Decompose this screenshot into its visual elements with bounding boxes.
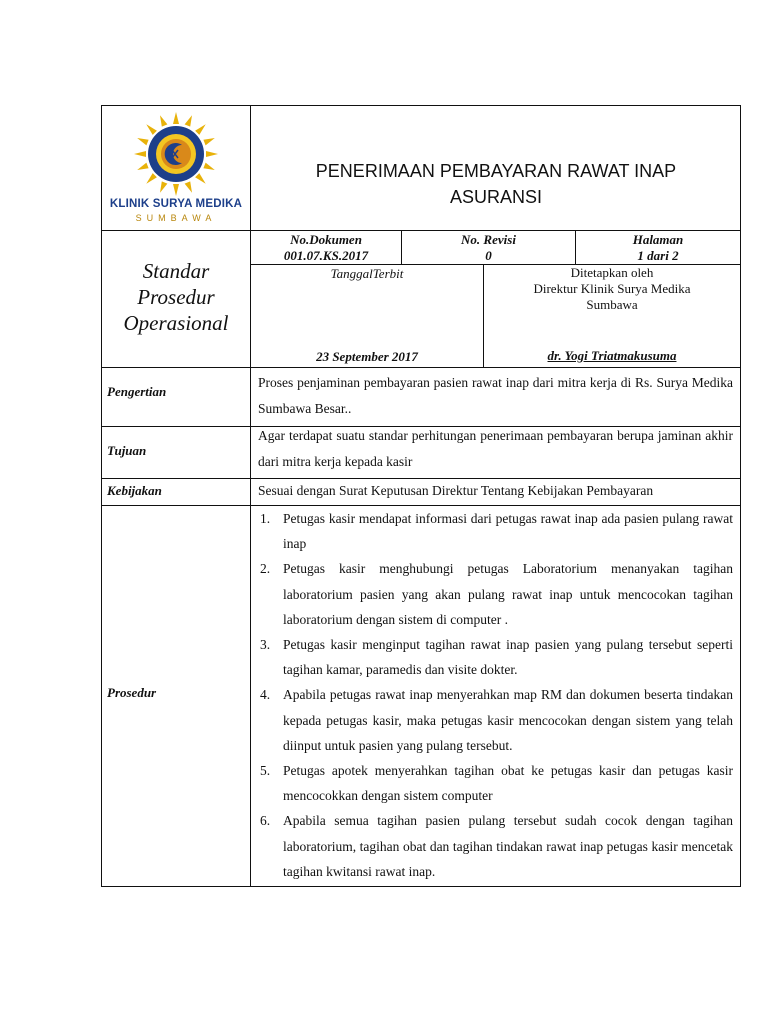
- issue-date-label: TanggalTerbit: [330, 266, 404, 281]
- logo-clinic-name: KLINIK SURYA MEDIKA: [109, 198, 243, 210]
- table-border-right: [740, 105, 741, 887]
- approved-by-line-1: Direktur Klinik Surya Medika: [533, 281, 691, 296]
- table-border-left: [101, 105, 102, 887]
- step-number: 5.: [260, 763, 271, 779]
- step-number: 2.: [260, 561, 271, 577]
- tujuan-text: Agar terdapat suatu standar perhitungan penerimaan pembayaran berupa jaminan akhir dari mitra kerja kepada kasir: [258, 428, 733, 469]
- list-item: [258, 506, 733, 556]
- row-divider-header: [101, 230, 741, 231]
- prosedur-label: Prosedur: [107, 685, 157, 700]
- sop-line-3: Operasional: [123, 311, 229, 335]
- kebijakan-label: Kebijakan: [107, 483, 162, 498]
- step-number: 6.: [260, 813, 271, 829]
- list-item: [258, 758, 733, 808]
- step-number: 1.: [260, 511, 271, 526]
- kebijakan-text: Sesuai dengan Surat Keputusan Direktur Tentang Kebijakan Pembayaran: [258, 483, 654, 498]
- step-text: Petugas apotek menyerahkan tagihan obat ke petugas kasir dan petugas kasir mencocokkan dengan sistem computer: [283, 763, 733, 804]
- table-col-divider: [250, 105, 251, 887]
- pengertian-label: Pengertian: [107, 384, 167, 399]
- list-item: [258, 632, 733, 682]
- sop-line-1: Standar: [142, 259, 210, 283]
- list-item: [258, 808, 733, 884]
- revision-label: No. Revisi: [461, 232, 516, 247]
- step-number: 3.: [260, 637, 271, 653]
- table-border-bottom: [101, 886, 741, 887]
- clinic-logo: [103, 110, 249, 228]
- doc-number-value: 001.07.KS.2017: [283, 248, 369, 263]
- step-text: Apabila semua tagihan pasien pulang tersebut sudah cocok dengan tagihan laboratorium, tagihan obat dan tagihan tindakan rawat inap petugas kasir mencetak tagihan kwitansi rawat inap.: [283, 813, 733, 879]
- logo-clinic-city: SUMBAWA: [135, 213, 217, 223]
- page-value: 1 dari 2: [637, 248, 679, 263]
- approved-by-line-2: Sumbawa: [586, 297, 638, 312]
- sop-label: [101, 258, 251, 336]
- issue-date-value: 23 September 2017: [316, 349, 418, 364]
- pengertian-text: Proses penjaminan pembayaran pasien rawat inap dari mitra kerja di Rs. Surya Medika Sumbawa Besar..: [258, 375, 733, 416]
- document-title: [251, 158, 741, 210]
- step-text: Apabila petugas rawat inap menyerahkan map RM dan dokumen beserta tindakan kepada petugas kasir, maka petugas kasir mencocokan dengan sistem yang telah diinput untuk pasien yang pulang tersebut.: [283, 687, 733, 753]
- row-divider-sop: [101, 367, 741, 368]
- revision-value: 0: [485, 248, 492, 263]
- page-label: Halaman: [632, 232, 684, 247]
- step-text: Petugas kasir menginput tagihan rawat inap pasien yang pulang tersebut seperti tagihan kamar, paramedis dan visite dokter.: [283, 637, 733, 678]
- tujuan-label: Tujuan: [107, 443, 147, 458]
- sop-line-2: Prosedur: [137, 285, 215, 309]
- sun-emblem-icon: [103, 110, 249, 198]
- step-number: 4.: [260, 687, 271, 703]
- doc-number-label: No.Dokumen: [290, 232, 362, 247]
- list-item: [258, 556, 733, 632]
- list-item: [258, 682, 733, 758]
- title-line-2: ASURANSI: [449, 187, 543, 207]
- step-text: Petugas kasir menghubungi petugas Laboratorium menanyakan tagihan laboratorium pasien yang akan pulang rawat inap untuk mencocokan tagihan laboratorium dengan sistem di computer .: [283, 561, 733, 627]
- signatory-name: dr. Yogi Triatmakusuma: [547, 348, 677, 363]
- title-line-1: PENERIMAAN PEMBAYARAN RAWAT INAP: [315, 161, 677, 181]
- prosedur-steps: [258, 506, 733, 884]
- approved-label: Ditetapkan oleh: [570, 265, 654, 280]
- step-text: Petugas kasir mendapat informasi dari petugas rawat inap ada pasien pulang rawat inap: [283, 511, 733, 552]
- table-border-top: [101, 105, 741, 106]
